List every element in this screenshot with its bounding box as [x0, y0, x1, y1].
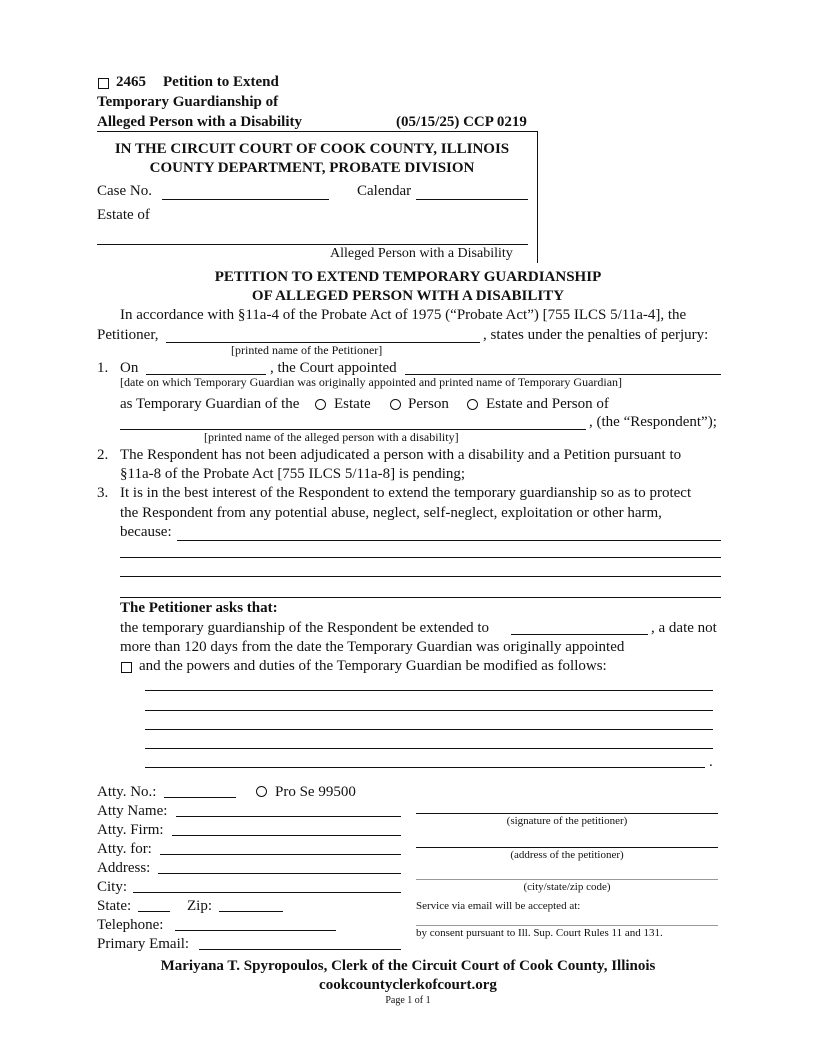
- item-1-number: 1.: [97, 360, 109, 376]
- state-label: State:: [97, 898, 132, 914]
- form-code: (05/15/25) CCP 0219: [396, 114, 527, 130]
- petitioner-address-field[interactable]: [416, 847, 718, 848]
- modification-line-4[interactable]: [145, 748, 713, 749]
- modification-line-5[interactable]: [145, 767, 705, 768]
- pro-se-radio[interactable]: [256, 786, 267, 797]
- radio-estate-label: Estate: [334, 396, 371, 412]
- extension-date-field[interactable]: [511, 634, 648, 635]
- item-3-line-2: the Respondent from any potential abuse, neglect, self-neglect, exploitation or other harm,: [120, 505, 662, 521]
- petition-title-2: OF ALLEGED PERSON WITH A DISABILITY: [251, 288, 565, 304]
- consent-text: by consent pursuant to Ill. Sup. Court Rules 11 and 131.: [416, 927, 663, 939]
- signature-field[interactable]: [416, 813, 718, 814]
- asks-heading: The Petitioner asks that:: [120, 600, 278, 616]
- page-number: Page 1 of 1: [385, 995, 431, 1006]
- service-email-field[interactable]: [416, 925, 718, 926]
- radio-estate-and-person-label: Estate and Person of: [486, 396, 609, 412]
- asks-line-1-end: , a date not: [651, 620, 717, 636]
- estate-name-field[interactable]: [97, 244, 528, 245]
- state-field[interactable]: [138, 911, 170, 912]
- radio-estate-and-person[interactable]: [467, 399, 478, 410]
- because-line-1[interactable]: [177, 540, 721, 541]
- estate-of-label: Estate of: [97, 207, 150, 223]
- item-3-line-1: It is in the best interest of the Respondent to extend the temporary guardianship so as to protect: [120, 485, 692, 501]
- telephone-label: Telephone:: [97, 917, 164, 933]
- respondent-caption: [printed name of the alleged person with a disability]: [204, 430, 459, 444]
- modification-period: .: [709, 754, 713, 770]
- item-2-number: 2.: [97, 447, 109, 463]
- petitioner-label: Petitioner,: [97, 327, 159, 343]
- because-line-4[interactable]: [120, 597, 721, 598]
- address-field[interactable]: [158, 873, 401, 874]
- clerk-name: Mariyana T. Spyropoulos, Clerk of the Circuit Court of Cook County, Illinois: [160, 958, 656, 974]
- modify-powers-checkbox[interactable]: [121, 662, 132, 673]
- email-service-label: Service via email will be accepted at:: [416, 900, 581, 912]
- atty-firm-field[interactable]: [172, 835, 401, 836]
- alleged-person-label: Alleged Person with a Disability: [330, 246, 513, 261]
- petition-title-1: PETITION TO EXTEND TEMPORARY GUARDIANSHIP: [214, 269, 602, 285]
- telephone-field[interactable]: [175, 930, 336, 931]
- item-1-caption: [date on which Temporary Guardian was originally appointed and printed name of Temporary Guardian]: [120, 375, 623, 389]
- header-divider: [97, 131, 537, 132]
- atty-no-label: Atty. No.:: [97, 784, 157, 800]
- penalties-text: , states under the penalties of perjury:: [483, 327, 709, 343]
- radio-estate[interactable]: [315, 399, 326, 410]
- modification-line-3[interactable]: [145, 729, 713, 730]
- atty-name-label: Atty Name:: [97, 803, 168, 819]
- atty-firm-label: Atty. Firm:: [97, 822, 164, 838]
- form-title-line-2: Temporary Guardianship of: [97, 94, 279, 110]
- caption-box-border: [537, 131, 538, 263]
- asks-line-1: the temporary guardianship of the Respondent be extended to: [120, 620, 490, 636]
- address-caption: (address of the petitioner): [510, 849, 624, 861]
- address-label: Address:: [97, 860, 151, 876]
- item-2-line-2: §11a-8 of the Probate Act [755 ILCS 5/11a-8] is pending;: [120, 466, 466, 482]
- city-caption: (city/state/zip code): [523, 881, 611, 893]
- case-no-label: Case No.: [97, 183, 152, 199]
- pro-se-label: Pro Se 99500: [275, 784, 356, 800]
- petitioner-city-field[interactable]: [416, 879, 718, 880]
- as-temporary-guardian: as Temporary Guardian of the: [120, 396, 300, 412]
- zip-label: Zip:: [187, 898, 212, 914]
- asks-line-3: and the powers and duties of the Temporary Guardian be modified as follows:: [139, 658, 607, 674]
- because-line-2[interactable]: [120, 557, 721, 558]
- court-division: COUNTY DEPARTMENT, PROBATE DIVISION: [149, 160, 475, 176]
- signature-caption: (signature of the petitioner): [506, 815, 628, 827]
- city-field[interactable]: [133, 892, 401, 893]
- because-label: because:: [120, 524, 172, 540]
- atty-name-field[interactable]: [176, 816, 401, 817]
- form-select-checkbox[interactable]: [98, 78, 109, 89]
- intro-text: In accordance with §11a-4 of the Probate Act of 1975 (“Probate Act”) [755 ILCS 5/11a-4], the: [120, 307, 687, 323]
- primary-email-field[interactable]: [199, 949, 401, 950]
- atty-for-label: Atty. for:: [97, 841, 152, 857]
- calendar-label: Calendar: [357, 183, 412, 199]
- court-name: IN THE CIRCUIT COURT OF COOK COUNTY, ILLINOIS: [114, 141, 510, 157]
- zip-field[interactable]: [219, 911, 283, 912]
- clerk-website[interactable]: cookcountyclerkofcourt.org: [319, 977, 497, 993]
- atty-no-field[interactable]: [164, 797, 236, 798]
- radio-person-label: Person: [408, 396, 449, 412]
- form-title-line-3: Alleged Person with a Disability: [97, 114, 302, 130]
- city-label: City:: [97, 879, 128, 895]
- item-3-number: 3.: [97, 485, 109, 501]
- radio-person[interactable]: [390, 399, 401, 410]
- calendar-field[interactable]: [416, 199, 528, 200]
- modification-line-2[interactable]: [145, 710, 713, 711]
- item-2-line-1: The Respondent has not been adjudicated a person with a disability and a Petition pursuant to: [120, 447, 682, 463]
- because-line-3[interactable]: [120, 576, 721, 577]
- respondent-text: , (the “Respondent”);: [589, 414, 717, 430]
- case-no-field[interactable]: [162, 199, 329, 200]
- asks-line-2: more than 120 days from the date the Temporary Guardian was originally appointed: [120, 639, 625, 655]
- item-1-court-appointed: , the Court appointed: [270, 360, 397, 376]
- atty-for-field[interactable]: [160, 854, 401, 855]
- form-title-line-1: Petition to Extend: [163, 74, 279, 90]
- petitioner-caption: [printed name of the Petitioner]: [231, 343, 383, 357]
- form-number: 2465: [116, 74, 146, 90]
- item-1-on: On: [120, 360, 139, 376]
- primary-email-label: Primary Email:: [97, 936, 190, 952]
- modification-line-1[interactable]: [145, 690, 713, 691]
